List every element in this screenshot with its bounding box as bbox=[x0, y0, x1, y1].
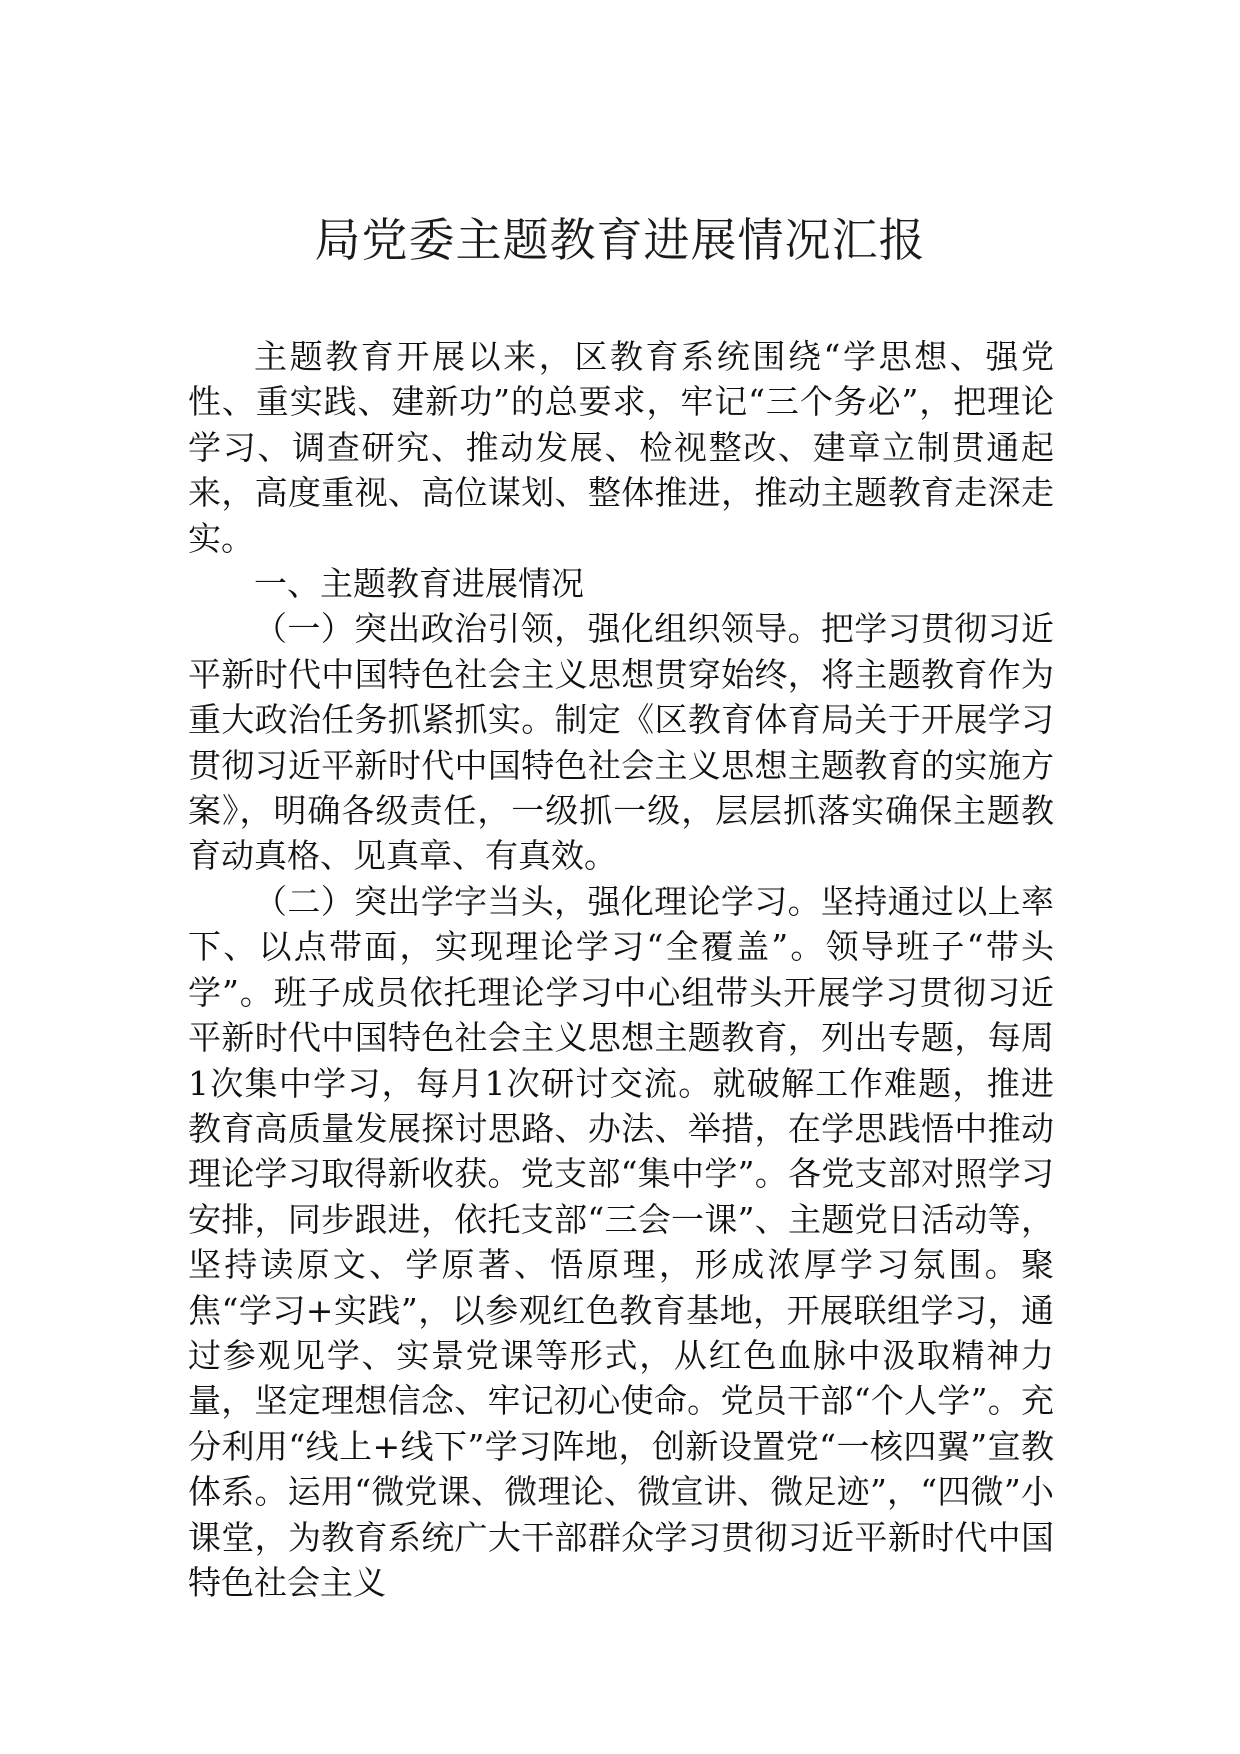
document-title: 局党委主题教育进展情况汇报 bbox=[314, 213, 926, 267]
subsection-paragraph-2: （二）突出学字当头，强化理论学习。坚持通过以上率下、以点带面，实现理论学习“全覆盖”。领导班子“带头学”。班子成员依托理论学习中心组带头开展学习贯彻习近平新时代中国特色社会主义思想主题教育，列出专题，每周1次集中学习，每月1次研讨交流。就破解工作难题，推进教育高质量发展探讨思路、办法、举措，在学思践悟中推动理论学习取得新收获。党支部“集中学”。各党支部对照学习安排，同步跟进，依托支部“三会一课”、主题党日活动等，坚持读原文、学原著、悟原理，形成浓厚学习氛围。聚焦“学习+实践”，以参观红色教育基地，开展联组学习，通过参观见学、实景党课等形式，从红色血脉中汲取精神力量，坚定理想信念、牢记初心使命。党员干部“个人学”。充分利用“线上+线下”学习阵地，创新设置党“一核四翼”宣教体系。运用“微党课、微理论、微宣讲、微足迹”，“四微”小课堂，为教育系统广大干部群众学习贯彻习近平新时代中国特色社会主义 bbox=[188, 881, 1054, 1602]
document-body bbox=[188, 334, 1054, 1605]
section-heading: 一、主题教育进展情况 bbox=[254, 564, 584, 604]
intro-paragraph: 主题教育开展以来，区教育系统围绕“学思想、强党性、重实践、建新功”的总要求，牢记“三个务必”，把理论学习、调查研究、推动发展、检视整改、建章立制贯通起来，高度重视、高位谋划、整体推进，推动主题教育走深走实。 bbox=[188, 337, 1054, 558]
subsection-paragraph-1: （一）突出政治引领，强化组织领导。把学习贯彻习近平新时代中国特色社会主义思想贯穿始终，将主题教育作为重大政治任务抓紧抓实。制定《区教育体育局关于开展学习贯彻习近平新时代中国特色社会主义思想主题教育的实施方案》，明确各级责任，一级抓一级，层层抓落实确保主题教育动真格、见真章、有真效。 bbox=[188, 609, 1054, 876]
